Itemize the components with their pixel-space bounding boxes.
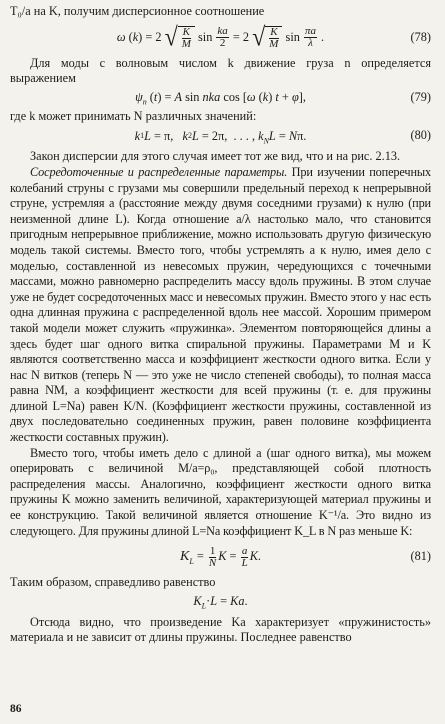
paragraph-final: Отсюда видно, что произведение Ka характеризует «пружинистость» материала и не зависит от длины пружины. Последнее равенство bbox=[10, 614, 431, 645]
section-body: При изучении поперечных колебаний струны с грузами мы совершили предельный переход к непрерывной струне, устремляя a (расстояние между двумя соседними грузами) к нулю (при неизменной длине L). Когда отношение a/λ настолько мало, что становится пригодным непрерывное приближение, можно использовать другую физическую модель такой системы. Вместо того, чтобы устремлять a к нулю, имея дело с моделью, составленной из невесомых пружин, чередующихся с точечными массами, можно равномерно распределить массу вдоль пружины. В этом случае уже не будет сосредоточенных масс и невесомых пружин. Вместо этого у нас есть одна длинная пружина с распределенной вдоль нее массой. Хорошим примером такой модели может служить «пружинка». Элементом повторяющейся длины a здесь будет шаг одного витка спиральной пружины. Параметрами M и K являются соответственно масса и коэффициент жесткости одного витка. Если у нас N витков (теперь N — это уже не число степеней свободы), то полная масса равна NM, а коэффициент жесткости для всей пружины (т. е. для пружины длиной L=Na) равен K/N. (Коэффициент жесткости пружины, составленной из двух последовательно соединенных пружин, равен половине коэффициента жесткости составных пружин). bbox=[10, 164, 431, 445]
paragraph-dispersion-law: Закон дисперсии для этого случая имеет тот же вид, что и на рис. 2.13. bbox=[30, 149, 401, 164]
equation-80-number: (80) bbox=[410, 128, 431, 143]
page-number: 86 bbox=[10, 703, 22, 716]
equation-ka: $K_L$ · L = Ka . bbox=[193, 594, 248, 611]
equation-81: $K_L$ = $\frac{1}{N}$ K = $\frac{a}{L}$ K . (81) bbox=[180, 544, 431, 569]
equation-79-number: (79) bbox=[410, 89, 431, 104]
paragraph-mode: Для моды с волновым числом k движение груза n определяется выражением bbox=[10, 55, 431, 86]
paragraph-lumped-distributed bbox=[10, 165, 431, 446]
equation-79: $\psi_n$ ( t ) = A sin nka cos [ ω ( k ) t + φ ], (79) bbox=[135, 89, 431, 107]
equation-78-number: (78) bbox=[410, 29, 431, 44]
equation-80: k 1 L = π, k 2 L = 2π, . . . , $k_NL$ = N π. (80) bbox=[134, 128, 431, 146]
equation-78: ω ( k ) = 2 √ $\frac{K}{M}$ sin $\frac{ka}{2}$ = 2 √ $\frac{K}{M}$ sin $\frac{\pi a}{\lambda}$ . (78) bbox=[116, 23, 431, 52]
equation-81-number: (81) bbox=[410, 549, 431, 564]
intro-line: T₀/a на K, получим дисперсионное соотношение bbox=[10, 4, 265, 18]
thus-line: Таким образом, справедливо равенство bbox=[10, 575, 216, 590]
section-heading: Сосредоточенные и распределенные параметры. bbox=[30, 164, 288, 179]
paragraph-instead: Вместо того, чтобы иметь дело с длиной a (шаг одного витка), мы можем оперировать с величиной M/a=ρ₀, представляющей собой плотность распределения массы. Аналогично, коэффициент жесткости одного витка пружины K можно заменить величиной, характеризующей материал пружины и ее конструкцию. Такой величиной является отношение K⁻¹/a. Это видно из следующего. Для пружины длиной L=Na коэффициент K_L в N раз меньше K: bbox=[10, 445, 431, 538]
where-line: где k может принимать N различных значений: bbox=[10, 108, 257, 123]
